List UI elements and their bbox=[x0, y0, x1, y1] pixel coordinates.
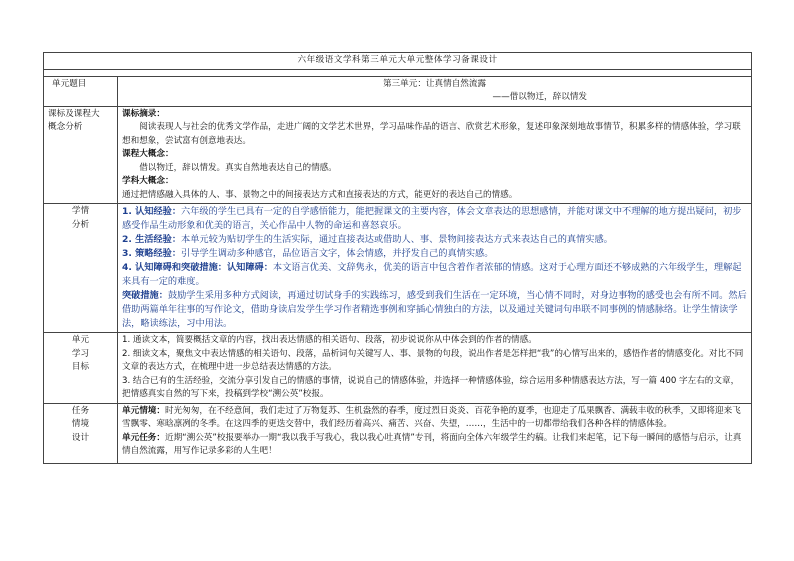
lesson-plan-table bbox=[43, 52, 752, 464]
unit-row bbox=[44, 76, 752, 106]
analysis-label bbox=[44, 204, 118, 333]
goal-3: 3. 结合已有的生活经验，交流分享引发自己的情感的事情，说说自己的情感体验，并选择一种情感体验，综合运用多种情感表达方法，写一篇 400 字左右的文章，把情感真实自然的写下来，投稿到学校“溯公英”校报。 bbox=[122, 375, 740, 399]
tasks-row bbox=[44, 403, 752, 463]
goals-label bbox=[44, 333, 118, 404]
analysis-item-1: 1. 认知经验：六年级的学生已具有一定的自学感悟能力，能把握课文的主要内容，体会文章表达的思想感情，并能对课文中不理解的地方提出疑问，初步感受作品生动形象和优美的语言，关心作品中人物的命运和喜怒哀乐。 bbox=[122, 206, 742, 231]
standards-content bbox=[118, 106, 752, 204]
goals-label-line1: 单元 bbox=[71, 335, 90, 345]
analysis-label-line2: 分析 bbox=[71, 219, 90, 230]
analysis-row bbox=[44, 204, 752, 333]
standards-heading-2: 课程大概念： bbox=[122, 149, 174, 159]
tasks-label-line2: 情境 bbox=[71, 419, 90, 429]
analysis-item-5: 突破措施：鼓励学生采用多种方式阅读，再通过切试身手的实践练习，感受到我们生活在一定环境，当心情不同时，对身边事物的感受也会有所不同。然后借助两篇单年往事的写作论文，借助身读启发学生学习作者精选事例和穿插心情独白的方法，以及通过关键词句串联不同事例的情感脉络。让学生情读学法，略读练法，习中用法。 bbox=[122, 290, 747, 329]
standards-row bbox=[44, 106, 752, 204]
tasks-label-line3: 设计 bbox=[71, 432, 90, 443]
standards-heading-3: 学科大概念： bbox=[122, 176, 174, 186]
unit-name: 第三单元：让真情自然流露 bbox=[382, 78, 487, 89]
tasks-label-line1: 任务 bbox=[71, 405, 90, 416]
goals-row bbox=[44, 333, 752, 404]
unit-title-cell bbox=[118, 76, 752, 106]
spacer-row bbox=[44, 69, 752, 76]
goals-label-line2: 学习 bbox=[71, 348, 90, 359]
analysis-content bbox=[118, 204, 752, 333]
analysis-item-2: 2. 生活经验：本单元较为贴切学生的生活实际，通过直接表达或借助人、事、景物间接表达方式来表达自己的真情实感。 bbox=[122, 234, 613, 245]
standards-text-2: 借以物迁，辞以情发。真实自然地表达自己的情感。 bbox=[139, 162, 337, 173]
goal-1: 1. 通读文本，简要概括文章的内容，找出表达情感的相关语句、段落，初步说说你从中体会到的作者的情感。 bbox=[122, 335, 537, 345]
analysis-label-line1: 学情 bbox=[71, 206, 90, 216]
tasks-content bbox=[118, 403, 752, 463]
title-row bbox=[44, 53, 752, 70]
standards-label-line1: 课标及课程大 bbox=[48, 108, 100, 119]
tasks-label bbox=[44, 403, 118, 463]
standards-label bbox=[44, 106, 118, 204]
goals-label-line3: 目标 bbox=[71, 362, 90, 372]
standards-text-1: 阅读表现人与社会的优秀文学作品，走进广阔的文学艺术世界，学习品味作品的语言、欣赏艺术形象，复述印象深刻地故事情节，积累多样的情感体验，学习联想和想象，尝试富有创意地表达。 bbox=[122, 122, 741, 146]
goal-2: 2. 细读文本，聚焦文中表达情感的相关语句、段落，品析词句关键写人、事、景物的句段，说出作者是怎样把“我”的心情写出来的，感悟作者的情感变化。对比不同文章的表达方式，在梳理中进一步总结表达情感的方法。 bbox=[122, 348, 744, 372]
task-assignment: 单元任务：近期“溯公英”校报要举办一期“我以我手写我心，我以我心吐真情”专刊，将面向全体六年级学生约稿。让我们来起笔，记下每一瞬间的感悟与启示，让真情自然流露，用写作记录多彩的人生吧！ bbox=[122, 432, 742, 456]
unit-label: 单元题目 bbox=[44, 76, 118, 106]
goals-content bbox=[118, 333, 752, 404]
document-title: 六年级语文学科第三单元大单元整体学习备课设计 bbox=[44, 53, 752, 70]
analysis-item-4: 4. 认知障碍和突破措施：认知障碍：本文语言优美、文辞隽永，优美的语言中包含着作者浓郁的情感。这对于心理方面还不够成熟的六年级学生，理解起来具有一定的难度。 bbox=[122, 262, 742, 287]
analysis-item-3: 3. 策略经验：引导学生调动多种感官，品位语言文字，体会情感，并抒发自己的真情实感。 bbox=[122, 248, 494, 259]
standards-text-3: 通过把情感融入具体的人、事、景物之中的间接表达方式和直接表达的方式，能更好的表达自己的情感。 bbox=[122, 189, 518, 200]
standards-heading-1: 课标摘录： bbox=[122, 108, 165, 119]
task-context: 单元情境：时光匆匆，在不经意间，我们走过了万物复苏、生机盎然的春季，度过烈日炎炎、百花争艳的夏季，也迎走了瓜果飘香、满载丰收的秋季，又即将迎来飞雪飘零、寒晗凛冽的冬季。在这四季的更迭交替中，我们经历着高兴、痛苦、兴奋、失望，……，生活中的一切都带给我们各种各样的情感体验。 bbox=[122, 405, 741, 429]
unit-subtitle: ——借以物迁，辞以情发 bbox=[492, 92, 588, 102]
standards-label-line2: 概念分析 bbox=[48, 122, 83, 132]
